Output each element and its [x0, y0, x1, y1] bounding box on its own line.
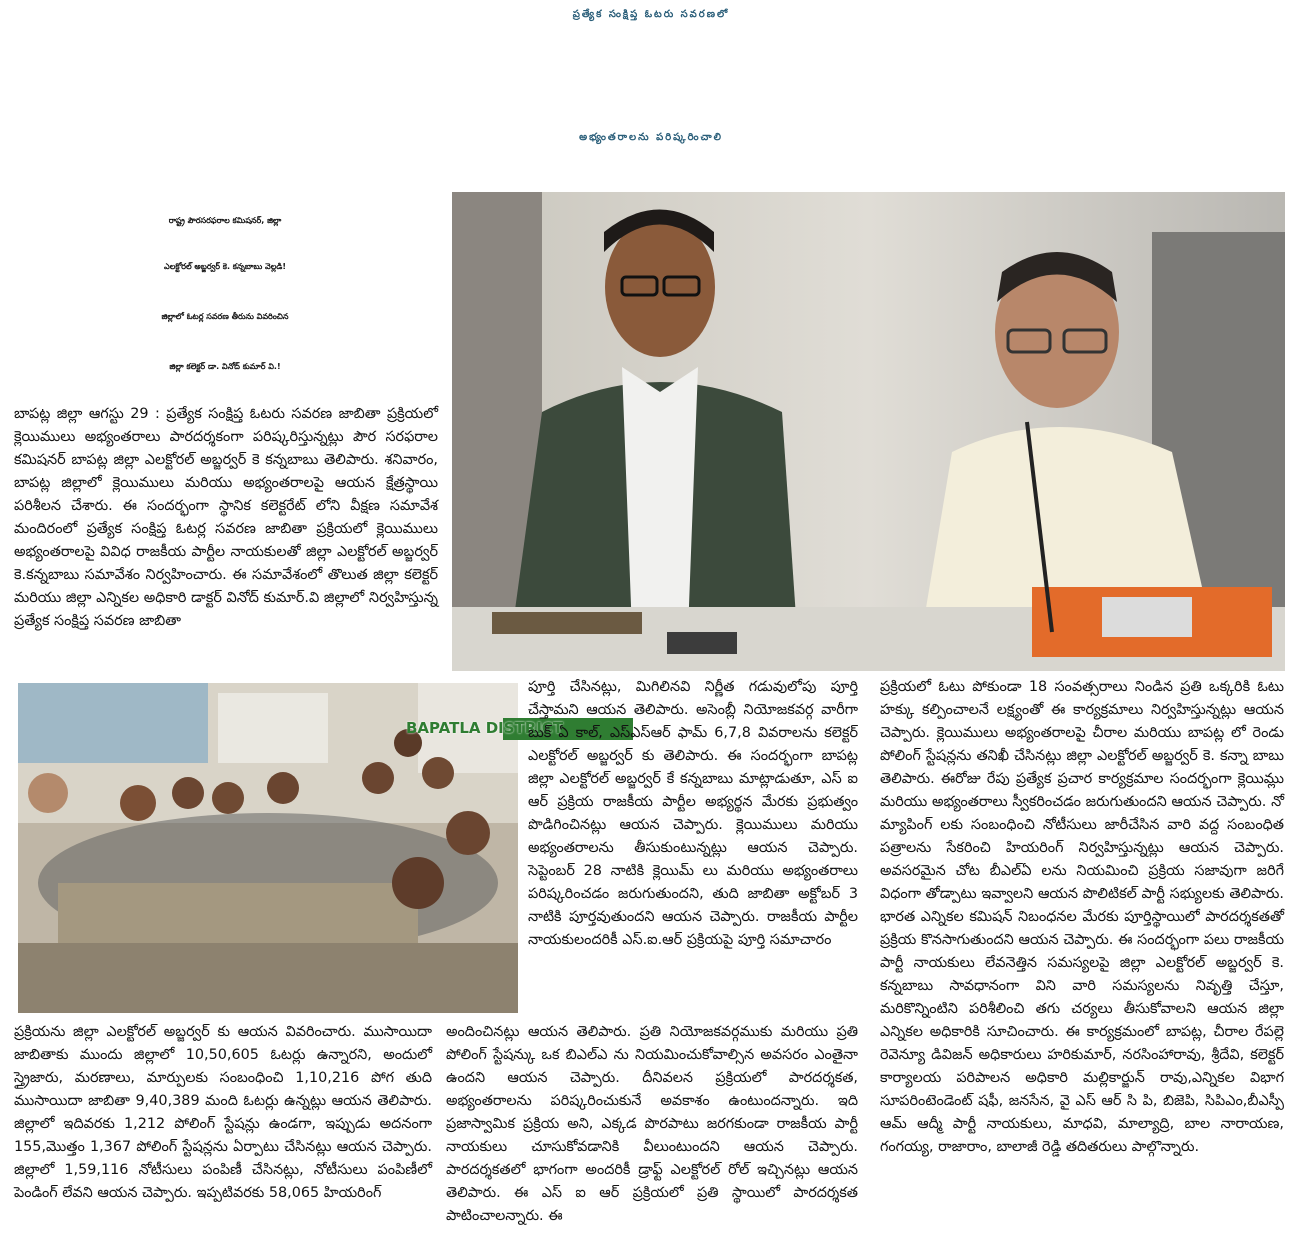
- article-paragraph-top: బాపట్ల జిల్లా ఆగస్టు 29 : ప్రత్యేక సంక్షిప్త ఓటరు సవరణ జాబితా ప్రక్రియలో క్లెయిములు అభ్యంతరాలు పారదర్శకంగా పరిష్కరిస్తున్నట్లు పౌర సరఫరాల కమిషనర్ బాపట్ల జిల్లా ఎలక్టోరల్ అబ్జర్వర్ కె కన్నబాబు తెలిపారు. శనివారం, బాపట్ల జిల్లాలో క్లెయిములు మరియు అభ్యంతరాలపై ఆయన క్షేత్రస్థాయి పరిశీలన చేశారు. ఈ సందర్భంగా స్థానిక కలెక్టరేట్ లోని వీక్షణ సమావేశ మందిరంలో ప్రత్యేక సంక్షిప్త ఓటర్ల సవరణ జాబితా ప్రక్రియలో క్లెయిములు అభ్యంతరాలపై వివిధ రాజకీయ పార్టీల నాయకులతో జిల్లా ఎలక్టోరల్ అబ్జర్వర్ కె.కన్నబాబు సమావేశం నిర్వహించారు. ఈ సమావేశంలో తొలుత జిల్లా కలెక్టర్ మరియు జిల్లా ఎన్నికల అధికారి డాక్టర్ వినోద్ కుమార్.వి జిల్లాలో నిర్వహిస్తున్న ప్రత్యేక సంక్షిప్త సవరణ జాబితా: [14, 406, 438, 629]
- article-column-middle: [528, 676, 858, 1020]
- article-column-bottom-left: [14, 1021, 432, 1253]
- headline-line-1: ప్రత్యేక సంక్షిప్త ఓటరు సవరణలో: [572, 9, 730, 20]
- subhead-4: జిల్లా కలెక్టర్ డా. వినోద్ కుమార్ వి.!: [169, 362, 281, 371]
- subhead-2: ఎలక్టోరల్ అబ్జర్వర్ కె. కన్నబాబు వెల్లడి!: [164, 262, 286, 271]
- article-column-right: [880, 676, 1284, 1253]
- article-paragraph-right: ప్రక్రియలో ఓటు పోకుండా 18 సంవత్సరాలు నిండిన ప్రతి ఒక్కరికి ఓటు హక్కు కల్పించాలనే లక్ష్యంతో ఈ కార్యక్రమాలు నిర్వహిస్తున్నట్లు ఆయన చెప్పారు. క్లెయిములు అభ్యంతరాలపై చీరాల మరియు బాపట్ల లో రెండు పోలింగ్ స్టేషన్లను తనిఖీ చేసినట్లు జిల్లా ఎలక్టోరల్ అబ్జర్వర్ కె. కన్నా బాబు తెలిపారు. ఈరోజు రేపు ప్రత్యేక ప్రచార కార్యక్రమాల సందర్భంగా క్లెయిమ్లు మరియు అభ్యంతరాలు స్వీకరించడం జరుగుతుందని ఆయన చెప్పారు. నో మ్యాపింగ్ లకు సంబంధించి నోటీసులు జారీచేసిన వారి వద్ద సంబంధిత పత్రాలను సేకరించి హియరింగ్ నిర్వహిస్తున్నట్లు ఆయన చెప్పారు. అవసరమైన చోట బీఎల్ఏ లను నియమించి ప్రక్రియ సజావుగా జరిగే విధంగా తోడ్పాటు ఇవ్వాలని ఆయన పొలిటికల్ పార్టీ సభ్యులకు తెలిపారు. భారత ఎన్నికల కమిషన్ నిబంధనల మేరకు పూర్తిస్థాయిలో పారదర్శకతతో ప్రక్రియ కొనసాగుతుందని ఆయన చెప్పారు. ఈ సందర్భంగా పలు రాజకీయ పార్టీ నాయకులు లేవనెత్తిన సమస్యలపై జిల్లా ఎలక్టోరల్ అబ్జర్వర్ కె. కన్నబాబు సావధానంగా విని వారి సమస్యలను నివృత్తి చేస్తూ, మరికొన్నింటిని పరిశీలించి తగు చర్యలు తీసుకోవాలని ఆయన జిల్లా ఎన్నికల అధికారికి సూచించారు. ఈ కార్యక్రమంలో బాపట్ల, చీరాల రేపల్లె రెవెన్యూ డివిజన్ అధికారులు హరికుమార్, నరసింహారావు, శ్రీదేవి, కలెక్టర్ కార్యాలయ పరిపాలన అధికారి మల్లికార్జున్ రావు,ఎన్నికల విభాగ సూపరింటెండెంట్ షఫీ, జనసేన, వై ఎస్ ఆర్ సి పి, బిజెపి, సిపిఎం,బీఎస్పీ ఆమ్ ఆద్మీ పార్టీ నాయకులు, మాధవి, మాల్యాద్రి, బాల నారాయణ, గంగయ్య, రాజారాం, బాలాజీ రెడ్డి తదితరులు పాల్గొన్నారు.: [880, 679, 1284, 1155]
- headline-line-2: అభ్యంతరాలను పరిష్కరించాలి: [579, 132, 723, 143]
- article-column-top: [14, 403, 438, 681]
- photo-officials-meeting: [452, 192, 1285, 671]
- subhead-1: రాష్ట్ర పౌరసరఫరాల కమిషనర్, జిల్లా: [168, 216, 282, 225]
- district-banner-text: BAPATLA DISTRICT: [406, 719, 564, 737]
- article-column-bottom-middle: [446, 1021, 858, 1253]
- article-paragraph-middle: పూర్తి చేసినట్లు, మిగిలినవి నిర్ణీత గడువులోపు పూర్తి చేస్తామని ఆయన తెలిపారు. అసెంబ్లీ నియోజకవర్గ వారీగా బుక్ ఏ కాల్, ఎస్ఎస్ఆర్ ఫామ్ 6,7,8 వివరాలను కలెక్టర్ ఎలక్టోరల్ అబ్జర్వర్ కు తెలిపారు. ఈ సందర్భంగా బాపట్ల జిల్లా ఎలక్టోరల్ అబ్జర్వర్ కే కన్నబాబు మాట్లాడుతూ, ఎస్ ఐ ఆర్ ప్రక్రియ రాజకీయ పార్టీల అభ్యర్థన మేరకు ప్రభుత్వం పొడిగించినట్లు ఆయన చెప్పారు. క్లెయిములు మరియు అభ్యంతరాలను తీసుకుంటున్నట్లు ఆయన చెప్పారు. సెప్టెంబర్ 28 నాటికి క్లెయిమ్ లు మరియు అభ్యంతరాలు పరిష్కరించడం జరుగుతుందని, తుది జాబితా అక్టోబర్ 3 నాటికి పూర్తవుతుందని ఆయన చెప్పారు. రాజకీయ పార్టీల నాయకులందరికీ ఎస్.ఐ.ఆర్ ప్రక్రియపై పూర్తి సమాచారం: [528, 679, 858, 948]
- photo-meeting-hall: [18, 683, 564, 1013]
- article-paragraph-bottom-left: ప్రక్రియను జిల్లా ఎలక్టోరల్ అబ్జర్వర్ కు ఆయన వివరించారు. ముసాయిదా జాబితాకు ముందు జిల్లాలో 10,50,605 ఓటర్లు ఉన్నారని, అందులో స్త్రైజారు, మరణాలు, మార్పులకు సంబంధించి 1,10,216 పోగ తుది ముసాయిదా జాబితా 9,40,389 మంది ఓటర్లు ఉన్నట్లు ఆయన తెలిపారు. జిల్లాలో ఇదివరకు 1,212 పోలింగ్ స్టేషన్లు ఉండగా, ఇప్పుడు అదనంగా 155,మొత్తం 1,367 పోలింగ్ స్టేషన్లను ఏర్పాటు చేసినట్లు ఆయన చెప్పారు. జిల్లాలో 1,59,116 నోటీసులు పంపిణీ చేసినట్లు, నోటీసులు పంపిణీలో పెండింగ్ లేవని ఆయన చెప్పారు. ఇప్పటివరకు 58,065 హియరింగ్: [14, 1024, 432, 1201]
- subhead-3: జిల్లాలో ఓటర్ల సవరణ తీరును వివరించిన: [161, 312, 289, 321]
- article-paragraph-bottom-middle: అందించినట్లు ఆయన తెలిపారు. ప్రతి నియోజకవర్గముకు మరియు ప్రతి పోలింగ్ స్టేషన్కు ఒక బిఎల్ఎ ను నియమించుకోవాల్సిన అవసరం ఎంతైనా ఉందని ఆయన చెప్పారు. దీనివలన ప్రక్రియలో పారదర్శకత, అభ్యంతరాలను పరిష్కరించుకునే అవకాశం ఉంటుందన్నారు. ఇది ప్రజాస్వామిక ప్రక్రియ అని, ఎక్కడ పొరపాటు జరగకుండా రాజకీయ పార్టీ నాయకులు చూసుకోవడానికి వీలుంటుందని ఆయన చెప్పారు. పారదర్శకతలో భాగంగా అందరికీ డ్రాఫ్ట్ ఎలక్టోరల్ రోల్ ఇచ్చినట్లు ఆయన తెలిపారు. ఈ ఎస్ ఐ ఆర్ ప్రక్రియలో ప్రతి స్థాయిలో పారదర్శకత పాటించాలన్నారు. ఈ: [446, 1024, 858, 1224]
- officials-photo-illustration: [452, 192, 1285, 671]
